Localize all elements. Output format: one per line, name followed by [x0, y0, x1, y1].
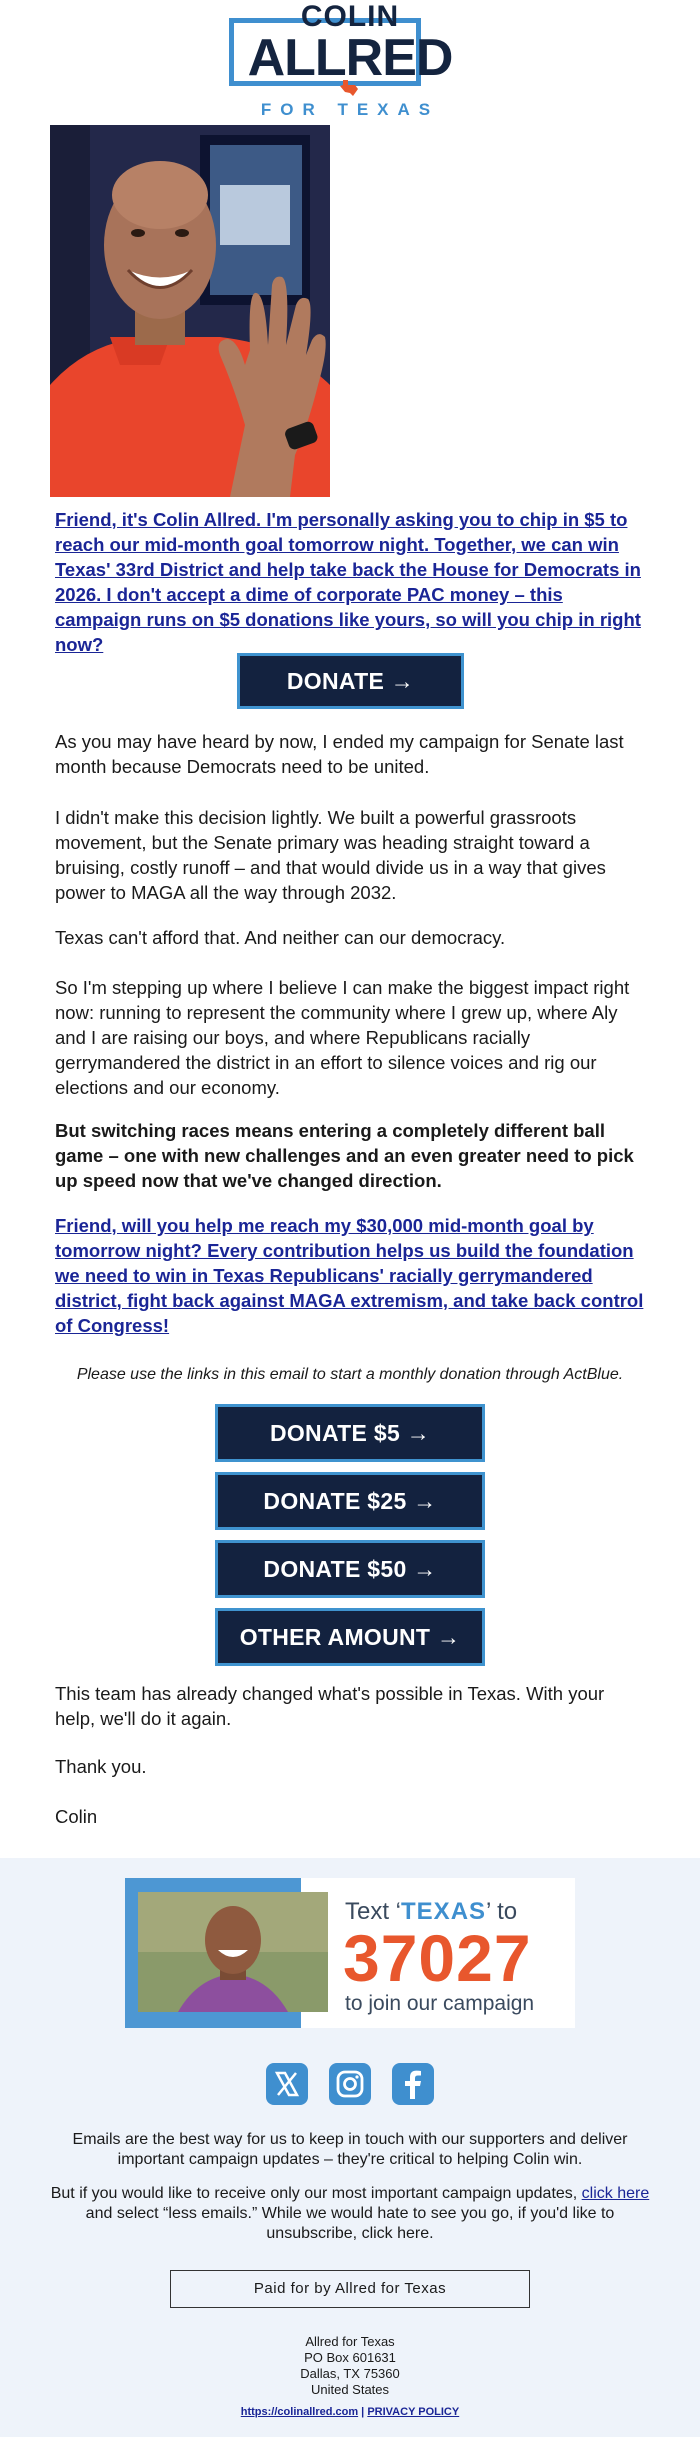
colin-photo-illustration: [50, 125, 330, 497]
closing-paragraph-1: This team has already changed what's possible in Texas. With your help, we'll do it again.: [55, 1683, 605, 1729]
footer-email-explainer: Emails are the best way for us to keep in touch with our supporters and deliver important campaign updates – they're critical to helping Colin win.: [72, 2131, 628, 2168]
website-link[interactable]: https://colinallred.com: [240, 2406, 359, 2418]
paid-for-disclaimer: Paid for by Allred for Texas: [170, 2270, 530, 2308]
campaign-logo: [227, 0, 473, 122]
instagram-icon[interactable]: [329, 2063, 371, 2105]
body-paragraph-5: But switching races means entering a completely different ball game – one with new challenges and an even greater need to pick up speed now that we've changed direction.: [55, 1120, 634, 1191]
body-paragraph-1: As you may have heard by now, I ended my campaign for Senate last month because Democrats need to be united.: [55, 731, 624, 777]
donate-25-button[interactable]: DONATE $25 →: [215, 1472, 485, 1530]
logo-colin: COLIN: [300, 0, 400, 33]
donate-5-button[interactable]: DONATE $5 →: [215, 1404, 485, 1462]
x-icon[interactable]: [266, 2063, 308, 2105]
promo-photo-illustration: [138, 1892, 328, 2012]
donate-other-amount-button[interactable]: OTHER AMOUNT →: [215, 1608, 485, 1666]
logo-for-texas: FOR TEXAS: [260, 100, 440, 119]
goal-donation-link[interactable]: Friend, will you help me reach my $30,000 mid-month goal by tomorrow night? Every contribution helps us build the foundation we need to win in Texas Republicans' racially gerrymandered district, fight back against MAGA extremism, and take back control of Congress!: [55, 1215, 644, 1336]
promo-tagline: to join our campaign: [345, 1992, 535, 2015]
texas-icon: [340, 80, 358, 96]
mailing-address-country: United States: [310, 2382, 390, 2397]
intro-donation-link[interactable]: Friend, it's Colin Allred. I'm personally asking you to chip in $5 to reach our mid-month goal tomorrow night. Together, we can win Texas' 33rd District and help take back the House for Democrats in 2026. I don't accept a dime of corporate PAC money – this campaign runs on $5 donations like yours, so will you chip in right now?: [55, 509, 641, 655]
promo-text: Text ‘TEXAS’ to: [345, 1898, 518, 1925]
closing-thank-you: Thank you.: [55, 1756, 147, 1777]
less-emails-link[interactable]: click here: [581, 2185, 650, 2202]
hero-photo: [50, 125, 330, 497]
facebook-icon[interactable]: [392, 2063, 434, 2105]
body-paragraph-3: Texas can't afford that. And neither can our democracy.: [55, 927, 506, 948]
mailing-address-name: Allred for Texas: [305, 2334, 395, 2349]
email-footer: [0, 1858, 700, 2437]
body-paragraph-2: I didn't make this decision lightly. We built a powerful grassroots movement, but the Senate primary was heading straight toward a bruising, costly runoff – and that would divide us in a way that gives power to MAGA all the way through 2032.: [55, 807, 606, 903]
promo-short-code: 37027: [343, 1921, 532, 1995]
mailing-address-city: Dallas, TX 75360: [300, 2366, 400, 2381]
footer-preferences-text: But if you would like to receive only our most important campaign updates, click here and select “less emails.” While we would hate to see you go, if you'd like to unsubscribe, click here.: [50, 2185, 650, 2242]
mailing-address-po-box: PO Box 601631: [304, 2350, 396, 2365]
body-paragraph-4: So I'm stepping up where I believe I can make the biggest impact right now: running to represent the community where I grew up, where Aly and I are raising our boys, and where Republicans racially gerrymandered the district in an effort to silence voices and rig our elections and our economy.: [55, 977, 630, 1098]
footer-links: [150, 2406, 550, 2418]
promo-photo: [138, 1892, 328, 2012]
donate-button[interactable]: DONATE →: [237, 653, 464, 709]
donate-50-button[interactable]: DONATE $50 →: [215, 1540, 485, 1598]
text-to-join-banner[interactable]: [125, 1878, 575, 2028]
promo-keyword: TEXAS: [401, 1898, 487, 1925]
privacy-policy-link[interactable]: PRIVACY POLICY: [367, 2406, 460, 2418]
footer-separator: |: [358, 2406, 368, 2418]
logo-allred: ALLRED: [247, 29, 453, 87]
closing-signature: Colin: [55, 1806, 98, 1827]
actblue-note: Please use the links in this email to start a monthly donation through ActBlue.: [76, 1366, 624, 1383]
